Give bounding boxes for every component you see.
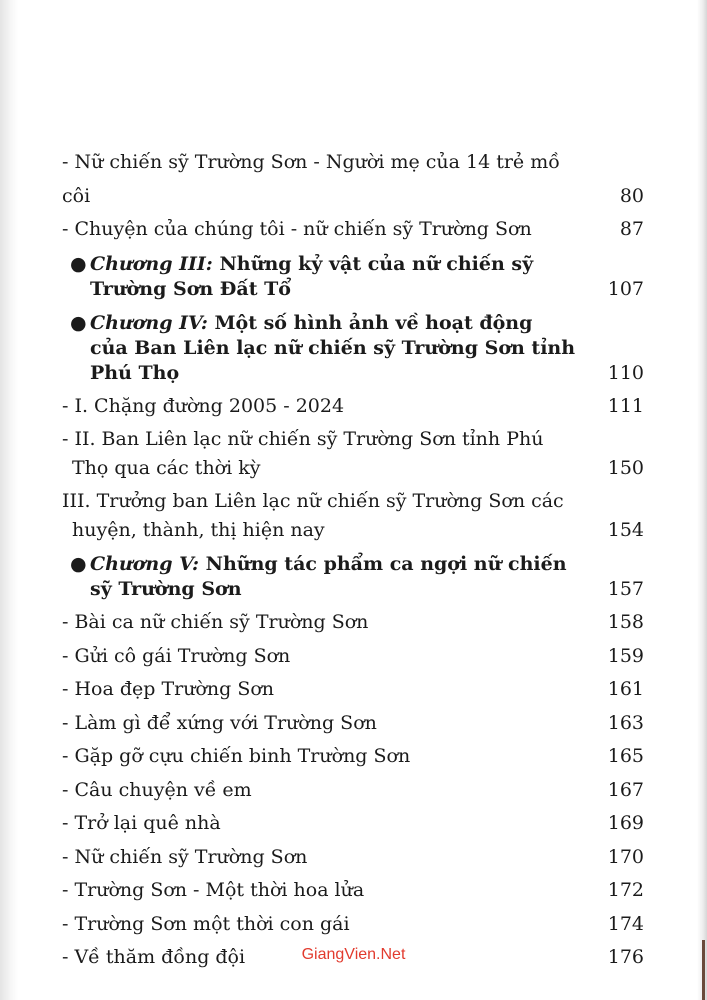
toc-chapter-entry [62,547,644,606]
toc-entry-title: - Làm gì để xứng với Trường Sơn [62,711,377,734]
toc-entry-title: - II. Ban Liên lạc nữ chiến sỹ Trường Sơn tỉnh Phú Thọ qua các thời kỳ [62,428,544,479]
toc-entry-title: - Gửi cô gái Trường Sơn [62,644,291,667]
toc-entry-title: - Nữ chiến sỹ Trường Sơn [62,845,308,868]
toc-entry-title: - Về thăm đồng đội [62,946,246,968]
toc-entry [62,390,644,424]
bullet-icon: ● [70,553,87,575]
toc-entry [62,146,644,213]
toc-entry-page: 161 [607,678,644,700]
toc-entry [62,908,644,942]
toc-entry-page: 169 [607,812,644,834]
chapter-label: Chương III: [90,252,213,275]
toc-entry-page: 174 [607,912,644,935]
toc-entry-page: 158 [607,611,644,633]
toc-entry-page: 80 [619,184,644,207]
chapter-name: Những tác phẩm ca ngợi nữ chiến sỹ Trường Sơn [90,553,567,600]
watermark-text: GiangVien.Net [301,946,406,963]
toc-entry-title: - Trường Sơn một thời con gái [62,912,350,935]
toc-entry-page: 159 [607,644,644,667]
toc-entry [62,740,644,774]
chapter-label: Chương IV: [90,311,208,334]
toc-chapter-title [62,311,596,386]
toc-entry-title: - I. Chặng đường 2005 - 2024 [62,394,345,417]
toc-entry [62,874,644,908]
toc-entry-title: - Trường Sơn - Một thời hoa lửa [62,879,365,901]
toc-entry [62,606,644,640]
toc-entry-page: 107 [607,277,644,300]
page-edge-right [697,0,707,1000]
toc-entry-page: 110 [607,361,644,384]
toc-entry-title: - Bài ca nữ chiến sỹ Trường Sơn [62,611,369,633]
toc-chapter-title [62,252,596,302]
toc-entry-title: - Nữ chiến sỹ Trường Sơn - Người mẹ của 14 trẻ mồ côi [62,151,560,207]
toc-entry [62,423,644,485]
toc-entry-title: - Câu chuyện về em [62,778,252,801]
toc-entry [62,841,644,875]
toc-entry-page: 111 [607,394,644,417]
toc-entry-page: 167 [607,778,644,801]
table-of-contents [62,146,644,975]
chapter-name: Những kỷ vật của nữ chiến sỹ Trường Sơn Đất Tổ [90,252,534,300]
toc-entry-page: 150 [607,457,644,479]
toc-entry [62,485,644,547]
toc-entry [62,774,644,808]
toc-entry-title: - Chuyện của chúng tôi - nữ chiến sỹ Trường Sơn [62,218,532,240]
bullet-icon: ● [70,311,87,334]
bullet-icon: ● [70,252,87,275]
toc-entry-title: - Gặp gỡ cựu chiến binh Trường Sơn [62,745,411,767]
toc-entry-page: 170 [607,845,644,868]
chapter-label: Chương V: [90,553,199,575]
toc-entry [62,807,644,841]
chapter-name: Một số hình ảnh về hoạt động của Ban Liên lạc nữ chiến sỹ Trường Sơn tỉnh Phú Thọ [90,311,576,384]
toc-entry-page: 172 [607,879,644,901]
toc-entry [62,640,644,674]
toc-chapter-title [62,552,596,602]
toc-entry-title: III. Trưởng ban Liên lạc nữ chiến sỹ Trường Sơn các huyện, thành, thị hiện nay [62,490,564,541]
toc-entry-title: - Trở lại quê nhà [62,812,221,834]
toc-entry-page: 87 [619,218,644,240]
toc-entry-title: - Hoa đẹp Trường Sơn [62,678,275,700]
toc-entry [62,707,644,741]
toc-entry-page: 154 [607,519,644,541]
toc-entry [62,673,644,707]
toc-entry-page: 165 [607,745,644,767]
toc-entry-page: 163 [607,711,644,734]
toc-chapter-entry [62,247,644,306]
toc-entry-page: 157 [607,578,644,600]
toc-entry [62,213,644,247]
page-edge-left [0,0,18,1000]
toc-chapter-entry [62,306,644,390]
toc-entry-page: 176 [607,946,644,968]
